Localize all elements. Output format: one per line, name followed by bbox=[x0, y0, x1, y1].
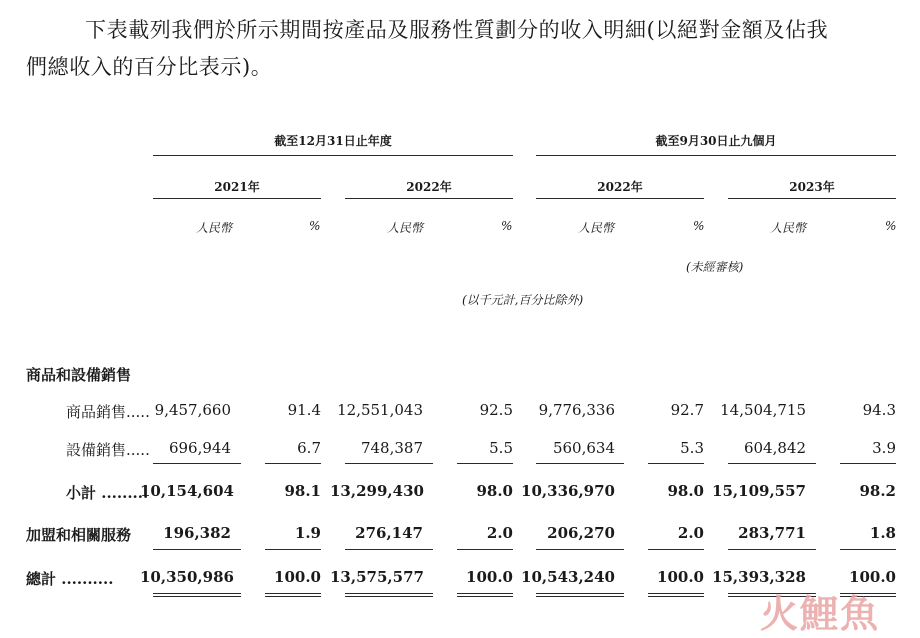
year-header: 2021年 bbox=[214, 180, 260, 194]
cell-value: 15,393,328 bbox=[712, 568, 806, 586]
subtotal-rule bbox=[648, 463, 704, 464]
currency-header: 人民幣 bbox=[196, 221, 233, 235]
cell-pct: 5.5 bbox=[489, 439, 513, 457]
cell-pct: 98.1 bbox=[284, 482, 321, 500]
row-label: 商品銷售..... bbox=[66, 403, 150, 421]
section-title: 商品和設備銷售 bbox=[26, 366, 132, 384]
double-rule bbox=[265, 593, 321, 597]
cell-value: 696,944 bbox=[168, 439, 231, 457]
total-rule bbox=[345, 549, 433, 550]
cell-value: 13,575,577 bbox=[330, 568, 424, 586]
cell-pct: 6.7 bbox=[297, 439, 321, 457]
cell-pct: 100.0 bbox=[849, 568, 896, 586]
cell-value: 560,634 bbox=[552, 439, 615, 457]
cell-value: 14,504,715 bbox=[720, 401, 806, 419]
cell-pct: 91.4 bbox=[287, 401, 321, 419]
year-rule bbox=[153, 198, 321, 199]
cell-pct: 98.0 bbox=[476, 482, 513, 500]
percent-header: % bbox=[309, 219, 321, 233]
row-label: 設備銷售..... bbox=[66, 441, 150, 459]
cell-pct: 100.0 bbox=[274, 568, 321, 586]
row-label: 加盟和相關服務 bbox=[26, 526, 132, 544]
intro-line-1: 下表載列我們於所示期間按產品及服務性質劃分的收入明細(以絕對金額及佔我 bbox=[85, 18, 829, 42]
year-rule bbox=[728, 198, 896, 199]
double-rule bbox=[457, 593, 513, 597]
total-rule bbox=[728, 549, 816, 550]
cell-pct: 3.9 bbox=[872, 439, 896, 457]
cell-value: 276,147 bbox=[355, 524, 423, 542]
currency-header: 人民幣 bbox=[578, 221, 615, 235]
cell-value: 10,350,986 bbox=[140, 568, 234, 586]
year-header: 2022年 bbox=[406, 180, 452, 194]
subtotal-rule bbox=[153, 463, 241, 464]
percent-header: % bbox=[885, 219, 897, 233]
cell-pct: 1.9 bbox=[294, 524, 321, 542]
cell-value: 283,771 bbox=[738, 524, 806, 542]
cell-value: 10,336,970 bbox=[521, 482, 615, 500]
unaudited-note: (未經審核) bbox=[686, 260, 744, 274]
row-label: 小計 ......... bbox=[66, 484, 149, 502]
cell-pct: 2.0 bbox=[486, 524, 513, 542]
double-rule bbox=[345, 593, 433, 597]
cell-value: 10,543,240 bbox=[521, 568, 615, 586]
total-rule bbox=[457, 549, 513, 550]
subtotal-rule bbox=[536, 463, 624, 464]
period-year-rule bbox=[153, 155, 513, 156]
cell-pct: 5.3 bbox=[680, 439, 704, 457]
total-rule bbox=[153, 549, 241, 550]
percent-header: % bbox=[501, 219, 513, 233]
watermark-logo: 火鯉魚 bbox=[760, 592, 881, 636]
total-rule bbox=[648, 549, 704, 550]
total-rule bbox=[840, 549, 896, 550]
cell-value: 604,842 bbox=[743, 439, 806, 457]
double-rule bbox=[536, 593, 624, 597]
period-nine-rule bbox=[536, 155, 896, 156]
cell-value: 13,299,430 bbox=[330, 482, 424, 500]
double-rule bbox=[648, 593, 704, 597]
cell-value: 206,270 bbox=[547, 524, 615, 542]
cell-pct: 98.0 bbox=[667, 482, 704, 500]
cell-value: 748,387 bbox=[360, 439, 423, 457]
total-rule bbox=[265, 549, 321, 550]
cell-pct: 94.3 bbox=[862, 401, 896, 419]
cell-pct: 98.2 bbox=[859, 482, 896, 500]
year-rule bbox=[536, 198, 704, 199]
year-header: 2022年 bbox=[597, 180, 643, 194]
period-nine-header: 截至9月30日止九個月 bbox=[655, 134, 777, 148]
cell-pct: 92.5 bbox=[479, 401, 513, 419]
period-year-header: 截至12月31日止年度 bbox=[274, 134, 392, 148]
total-rule bbox=[536, 549, 624, 550]
cell-pct: 92.7 bbox=[670, 401, 704, 419]
intro-line-2: 們總收入的百分比表示)。 bbox=[26, 55, 273, 79]
cell-pct: 100.0 bbox=[657, 568, 704, 586]
double-rule bbox=[153, 593, 241, 597]
cell-value: 12,551,043 bbox=[337, 401, 423, 419]
percent-header: % bbox=[693, 219, 705, 233]
year-rule bbox=[345, 198, 513, 199]
cell-value: 9,776,336 bbox=[538, 401, 615, 419]
cell-value: 15,109,557 bbox=[712, 482, 806, 500]
cell-pct: 2.0 bbox=[677, 524, 704, 542]
year-header: 2023年 bbox=[789, 180, 835, 194]
currency-header: 人民幣 bbox=[770, 221, 807, 235]
cell-value: 10,154,604 bbox=[140, 482, 234, 500]
subtotal-rule bbox=[840, 463, 896, 464]
unit-note: (以千元計,百分比除外) bbox=[462, 293, 584, 307]
row-label: 總計 .......... bbox=[26, 570, 114, 588]
cell-pct: 100.0 bbox=[466, 568, 513, 586]
subtotal-rule bbox=[457, 463, 513, 464]
subtotal-rule bbox=[265, 463, 321, 464]
cell-value: 9,457,660 bbox=[154, 401, 231, 419]
subtotal-rule bbox=[728, 463, 816, 464]
subtotal-rule bbox=[345, 463, 433, 464]
cell-pct: 1.8 bbox=[869, 524, 896, 542]
cell-value: 196,382 bbox=[163, 524, 231, 542]
currency-header: 人民幣 bbox=[387, 221, 424, 235]
